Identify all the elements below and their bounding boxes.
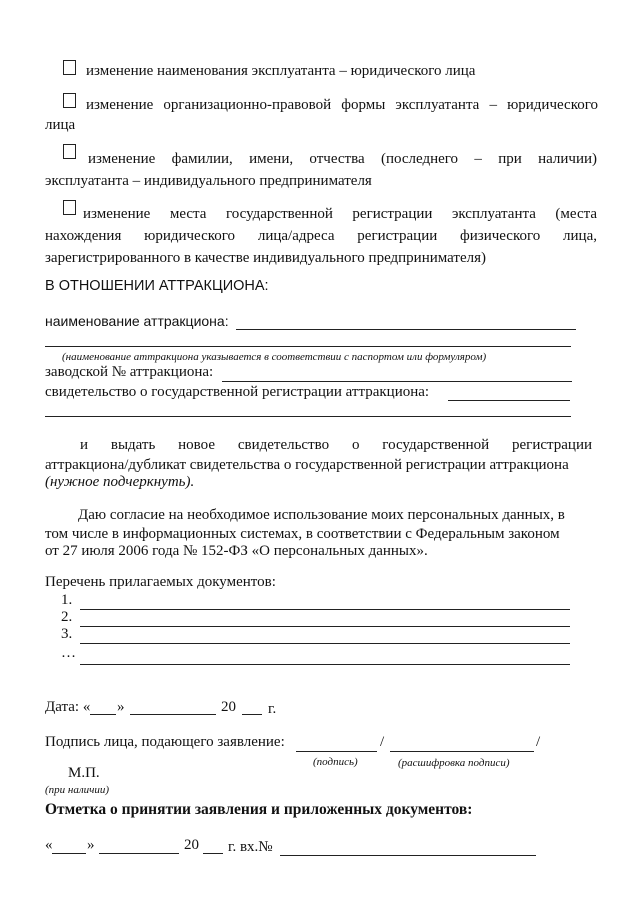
receipt-number-field[interactable] bbox=[280, 855, 536, 856]
consent-line-3: от 27 июля 2006 года № 152-ФЗ «О персональных данных». bbox=[45, 543, 428, 559]
option-label-2-line1: изменение организационно-правовой формы эксплуатанта – юридического bbox=[86, 97, 598, 113]
request-line-2: аттракциона/дубликат свидетельства о государственной регистрации аттракциона bbox=[45, 457, 569, 473]
date-prefix: Дата: « bbox=[45, 699, 91, 715]
documents-item-number: 1. bbox=[61, 592, 73, 608]
attraction-name-field[interactable] bbox=[236, 329, 576, 330]
receipt-number-label: г. вх.№ bbox=[228, 839, 273, 855]
attraction-name-label: наименование аттракциона: bbox=[45, 313, 229, 329]
option-checkbox-2[interactable] bbox=[63, 93, 76, 108]
attraction-certificate-field-cont[interactable] bbox=[45, 416, 571, 417]
option-label-4-line1: изменение места государственной регистрации эксплуатанта (места bbox=[83, 206, 597, 222]
consent-line-1: Даю согласие на необходимое использование моих персональных данных, в bbox=[78, 507, 565, 523]
option-label-3-line2: эксплуатанта – индивидуального предпринимателя bbox=[45, 173, 372, 189]
signature-decode-hint: (расшифровка подписи) bbox=[398, 757, 510, 769]
date-year-field[interactable] bbox=[242, 714, 262, 715]
receipt-open-quote: « bbox=[45, 837, 53, 853]
date-close-quote: » bbox=[117, 699, 125, 715]
signature-field[interactable] bbox=[296, 751, 377, 752]
receipt-day-field[interactable] bbox=[52, 853, 86, 854]
documents-item-field[interactable] bbox=[80, 643, 570, 644]
signature-decode-field[interactable] bbox=[390, 751, 534, 752]
documents-label: Перечень прилагаемых документов: bbox=[45, 574, 276, 590]
consent-line-2: том числе в информационных системах, в соответствии с Федеральным законом bbox=[45, 526, 560, 542]
signature-label: Подпись лица, подающего заявление: bbox=[45, 734, 285, 750]
documents-item-field[interactable] bbox=[80, 626, 570, 627]
option-label-1: изменение наименования эксплуатанта – юридического лица bbox=[86, 63, 476, 79]
attraction-serial-field[interactable] bbox=[222, 381, 572, 382]
date-year-prefix: 20 bbox=[221, 699, 236, 715]
option-label-3-line1: изменение фамилии, имени, отчества (последнего – при наличии) bbox=[88, 151, 597, 167]
option-checkbox-3[interactable] bbox=[63, 144, 76, 159]
documents-item-number: … bbox=[61, 645, 76, 661]
signature-separator: / bbox=[380, 734, 385, 750]
stamp-hint: (при наличии) bbox=[45, 784, 110, 796]
request-note: (нужное подчеркнуть). bbox=[45, 474, 195, 490]
date-day-field[interactable] bbox=[90, 714, 116, 715]
attraction-certificate-label: свидетельство о государственной регистрации аттракциона: bbox=[45, 384, 430, 400]
receipt-month-field[interactable] bbox=[99, 853, 179, 854]
receipt-year-prefix: 20 bbox=[184, 837, 199, 853]
option-label-4-line2: нахождения юридического лица/адреса регистрации физического лица, bbox=[45, 228, 597, 244]
request-line-1: и выдать новое свидетельство о государственной регистрации bbox=[80, 437, 592, 453]
receipt-year-field[interactable] bbox=[203, 853, 223, 854]
attraction-name-hint: (наименование аттракциона указывается в соответствии с паспортом или формуляром) bbox=[62, 351, 487, 363]
option-label-2-line2: лица bbox=[45, 117, 76, 133]
attraction-serial-label: заводской № аттракциона: bbox=[45, 364, 214, 380]
option-label-4-line3: зарегистрированного в качестве индивидуального предпринимателя) bbox=[45, 250, 487, 266]
documents-item-number: 3. bbox=[61, 626, 73, 642]
stamp-label: М.П. bbox=[68, 765, 100, 781]
option-checkbox-4[interactable] bbox=[63, 200, 76, 215]
documents-item-field[interactable] bbox=[80, 664, 570, 665]
attraction-certificate-field[interactable] bbox=[448, 400, 570, 401]
signature-hint: (подпись) bbox=[313, 756, 358, 768]
receipt-heading: Отметка о принятии заявления и приложенных документов: bbox=[45, 801, 473, 818]
documents-item-field[interactable] bbox=[80, 609, 570, 610]
attraction-name-field-cont[interactable] bbox=[45, 346, 571, 347]
date-year-suffix: г. bbox=[268, 701, 277, 717]
option-checkbox-1[interactable] bbox=[63, 60, 76, 75]
receipt-close-quote: » bbox=[87, 837, 95, 853]
signature-separator-end: / bbox=[536, 734, 541, 750]
attraction-heading: В ОТНОШЕНИИ АТТРАКЦИОНА: bbox=[45, 278, 269, 294]
documents-item-number: 2. bbox=[61, 609, 73, 625]
date-month-field[interactable] bbox=[130, 714, 216, 715]
